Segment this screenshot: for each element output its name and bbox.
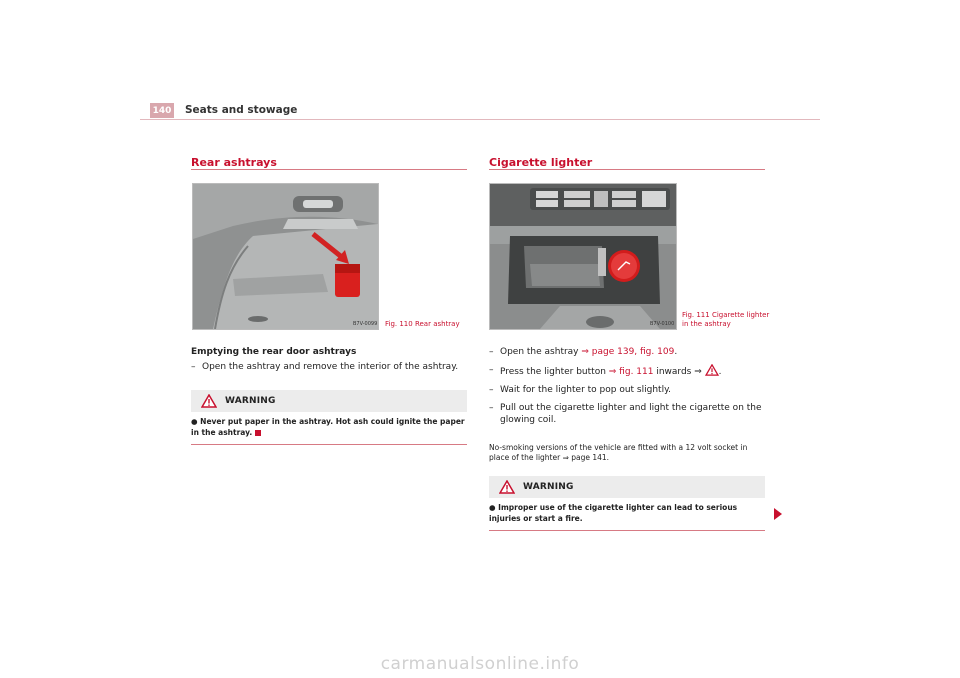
dash-bullet: –	[489, 347, 494, 357]
section-divider	[191, 169, 467, 170]
warning-label: WARNING	[523, 482, 574, 492]
figure-code: B7V-0099	[353, 321, 378, 327]
dash-bullet: –	[489, 385, 494, 395]
warning-box	[191, 390, 467, 445]
watermark: carmanualsonline.info	[380, 654, 580, 674]
section-title-rear-ashtrays: Rear ashtrays	[191, 156, 277, 169]
figure-caption-line2: in the ashtray	[682, 320, 731, 328]
step-item	[489, 402, 765, 426]
step-list	[489, 346, 765, 426]
warning-header	[489, 476, 765, 498]
figure-caption: Fig. 110 Rear ashtray	[385, 320, 460, 328]
step-list	[191, 361, 466, 373]
cross-reference-link[interactable]: ⇒ page 139, fig. 109	[581, 347, 675, 357]
step-item	[489, 364, 765, 378]
figure-caption-line1: Fig. 111 Cigarette lighter	[682, 311, 770, 319]
dash-bullet: –	[489, 403, 494, 413]
step-text: Wait for the lighter to pop out slightly.	[500, 385, 671, 395]
dash-bullet: –	[191, 362, 196, 372]
step-item	[191, 361, 466, 373]
section-title-cigarette-lighter: Cigarette lighter	[489, 156, 593, 169]
cross-reference-link[interactable]: ⇒ fig. 111	[608, 367, 654, 377]
step-text-pre: Open the ashtray	[500, 347, 582, 357]
warning-label: WARNING	[225, 396, 276, 406]
page-number: 140	[150, 103, 174, 118]
warning-body	[489, 498, 765, 530]
end-of-section-icon	[255, 430, 261, 436]
step-item	[489, 346, 765, 358]
section-divider	[489, 169, 765, 170]
warning-body	[191, 412, 467, 444]
figure-caption	[682, 311, 769, 329]
step-text-post: .	[674, 347, 678, 357]
door-panel-illustration	[193, 184, 378, 329]
running-header-title: Seats and stowage	[185, 104, 298, 116]
step-item	[489, 384, 765, 396]
step-text	[500, 346, 677, 358]
bullet-icon: ●	[191, 417, 198, 426]
figure-code: B7V-0100	[650, 321, 675, 327]
step-text: Open the ashtray and remove the interior of the ashtray.	[202, 362, 459, 372]
header-divider	[140, 119, 820, 120]
continue-arrow-icon[interactable]	[774, 508, 782, 520]
warning-triangle-icon	[201, 394, 217, 408]
dash-bullet: –	[489, 365, 494, 375]
no-smoking-note: No-smoking versions of the vehicle are fitted with a 12 volt socket in place of the lighter ⇒ page 141.	[489, 443, 748, 462]
warning-text: Never put paper in the ashtray. Hot ash could ignite the paper in the ashtray.	[191, 417, 465, 437]
warning-triangle-icon	[499, 480, 515, 494]
warning-text: Improper use of the cigarette lighter can lead to serious injuries or start a fire.	[489, 503, 738, 523]
warning-header	[191, 390, 467, 412]
step-text-pre: Press the lighter button	[500, 367, 609, 377]
step-text: Pull out the cigarette lighter and light the cigarette on the glowing coil.	[500, 403, 762, 425]
figure-rear-ashtray	[192, 183, 379, 330]
step-text-post: inwards ⇒	[653, 367, 705, 377]
step-text: Press the lighter button ⇒ fig. 111 inwards ⇒ .	[500, 364, 722, 378]
warning-box	[489, 476, 765, 531]
figure-cigarette-lighter	[489, 183, 677, 330]
bullet-icon: ●	[489, 503, 496, 512]
subheading-emptying: Emptying the rear door ashtrays	[191, 347, 357, 357]
lighter-illustration	[490, 184, 676, 329]
warning-triangle-icon[interactable]	[705, 364, 719, 376]
